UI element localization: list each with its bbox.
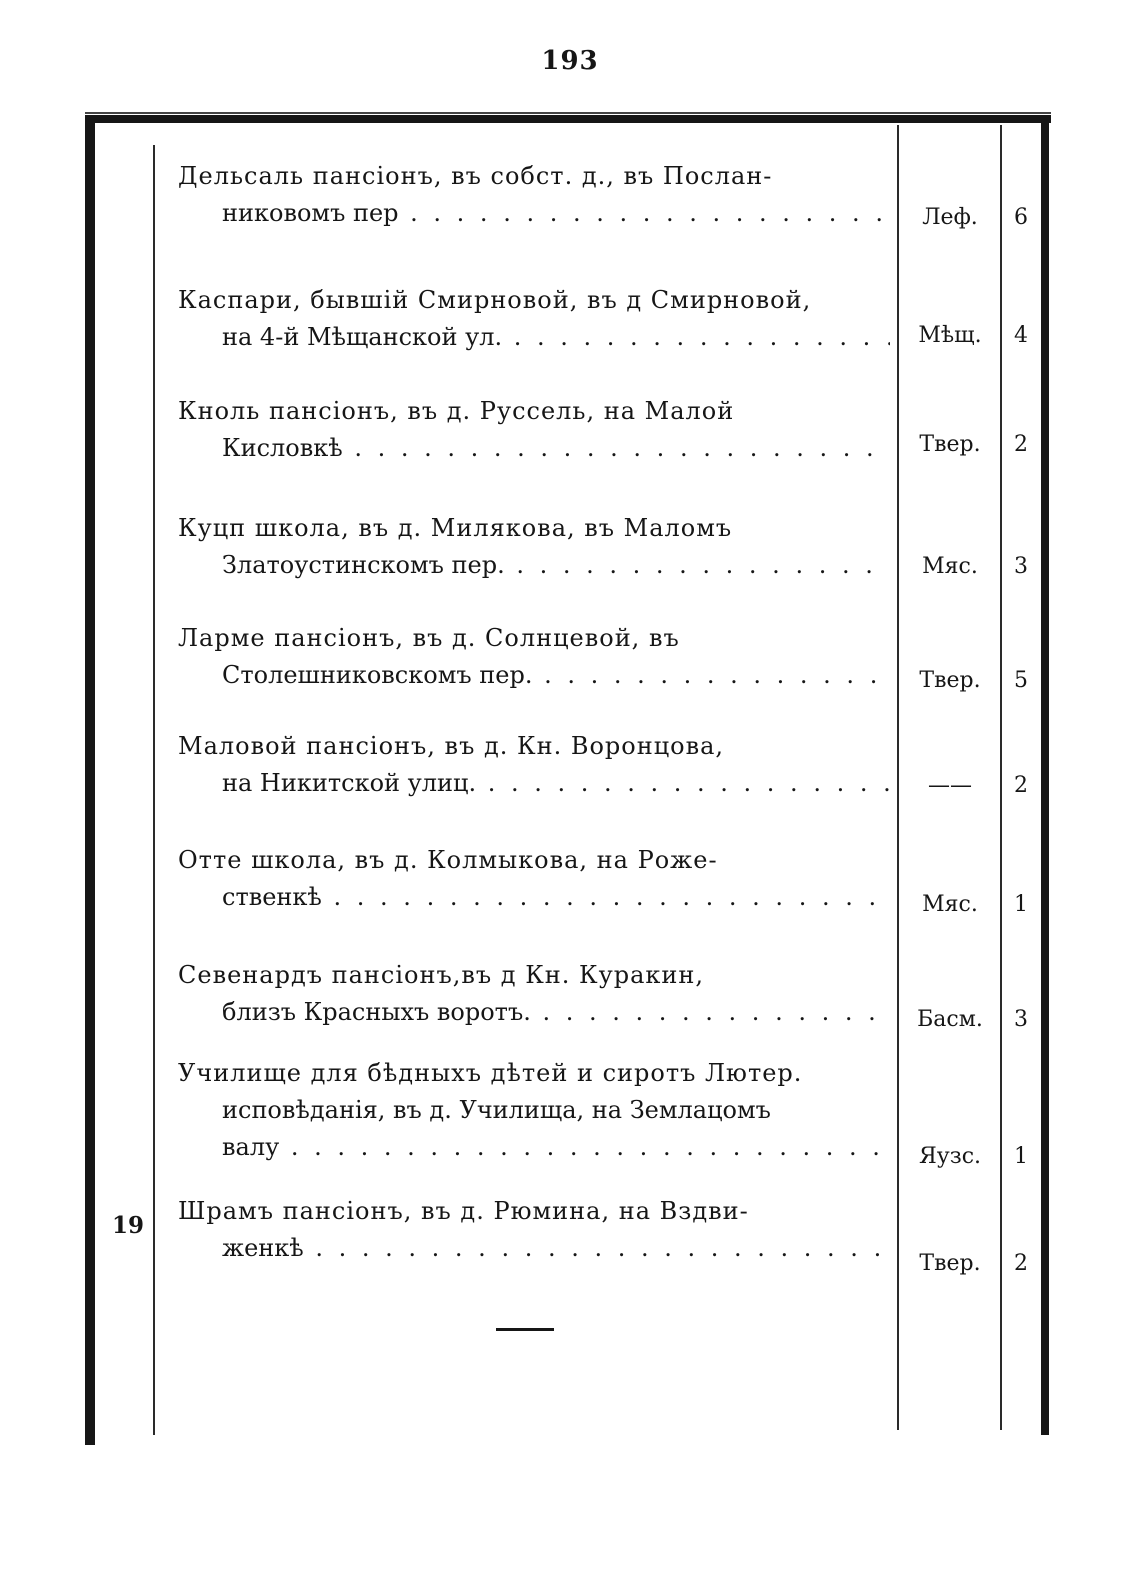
column-divider-number [1000, 125, 1002, 1430]
police-part: Мяс. [922, 892, 978, 917]
house-number: 1 [1014, 1144, 1028, 1169]
entry-line: Столешниковскомъ пер. . . . [178, 657, 890, 694]
entry-line: на 4-й Мѣщанской ул. . . . [178, 319, 890, 356]
house-number: 6 [1014, 205, 1028, 230]
house-number: 2 [1014, 773, 1028, 798]
police-part: Твер. [919, 1251, 981, 1276]
house-number: 2 [1014, 432, 1028, 457]
entry-line: Шрамъ пансіонъ, въ д. Рюмина, на Вздви- [178, 1197, 749, 1225]
entry-line: женкѣ . . . [178, 1230, 890, 1267]
entry-line: Кисловкѣ . . . [178, 430, 890, 467]
police-part: Твер. [919, 668, 981, 693]
entry-line: никовомъ пер . . . [178, 195, 890, 232]
right-border [1041, 115, 1049, 1435]
house-number: 2 [1014, 1251, 1028, 1276]
police-part: Басм. [917, 1007, 983, 1032]
house-number: 4 [1014, 323, 1028, 348]
entry-line: Училище для бѣдныхъ дѣтей и сиротъ Лютер. [178, 1059, 803, 1087]
entry [178, 728, 890, 802]
entry [178, 282, 890, 356]
closing-rule [496, 1328, 554, 1331]
top-rule-thin [85, 112, 1051, 114]
entry-line: близъ Красныхъ воротъ. . . . [178, 994, 890, 1031]
entry [178, 510, 890, 584]
police-part: Леф. [922, 205, 978, 230]
police-part: Мѣщ. [918, 323, 982, 348]
entry [178, 1193, 890, 1267]
entry [178, 158, 890, 232]
house-number: 3 [1014, 554, 1028, 579]
entry-line: Златоустинскомъ пер. . . . [178, 547, 890, 584]
entry [178, 957, 890, 1031]
entry-line: валу . . . [178, 1129, 890, 1166]
entry-line: Кноль пансіонъ, въ д. Руссель, на Малой [178, 397, 735, 425]
entry [178, 842, 890, 916]
house-number: 5 [1014, 668, 1028, 693]
row-label: 19 [111, 1212, 144, 1239]
column-divider-part [897, 125, 899, 1430]
police-part: Твер. [919, 432, 981, 457]
entry [178, 620, 890, 694]
entry-line: на Никитской улиц. . . . [178, 765, 890, 802]
top-rule [85, 115, 1051, 123]
entry-line: Дельсаль пансіонъ, въ собст. д., въ Послан- [178, 162, 773, 190]
police-part: Яузс. [918, 1144, 982, 1169]
entry-line: Маловой пансіонъ, въ д. Кн. Воронцова, [178, 732, 725, 760]
entry-line: Севенардъ пансіонъ,въ д Кн. Куракин, [178, 961, 705, 989]
entry-line: Куцп школа, въ д. Милякова, въ Маломъ [178, 514, 733, 542]
entry-line: Ларме пансіонъ, въ д. Солнцевой, въ [178, 624, 680, 652]
house-number: 3 [1014, 1007, 1028, 1032]
entry [178, 393, 890, 467]
entry-line: Отте школа, въ д. Колмыкова, на Роже- [178, 846, 718, 874]
entry-line: ственкѣ . . . [178, 879, 890, 916]
column-divider-left [153, 145, 155, 1435]
page-number: 193 [541, 46, 599, 76]
police-part: Мяс. [922, 554, 978, 579]
house-number: 1 [1014, 892, 1028, 917]
entry-line: исповѣданія, въ д. Училища, на Землацомъ [222, 1096, 771, 1124]
entry [178, 1055, 890, 1166]
police-part: —— [928, 773, 972, 798]
left-border [85, 115, 95, 1445]
entry-line: Каспари, бывшій Смирновой, въ д Смирновой, [178, 286, 812, 314]
